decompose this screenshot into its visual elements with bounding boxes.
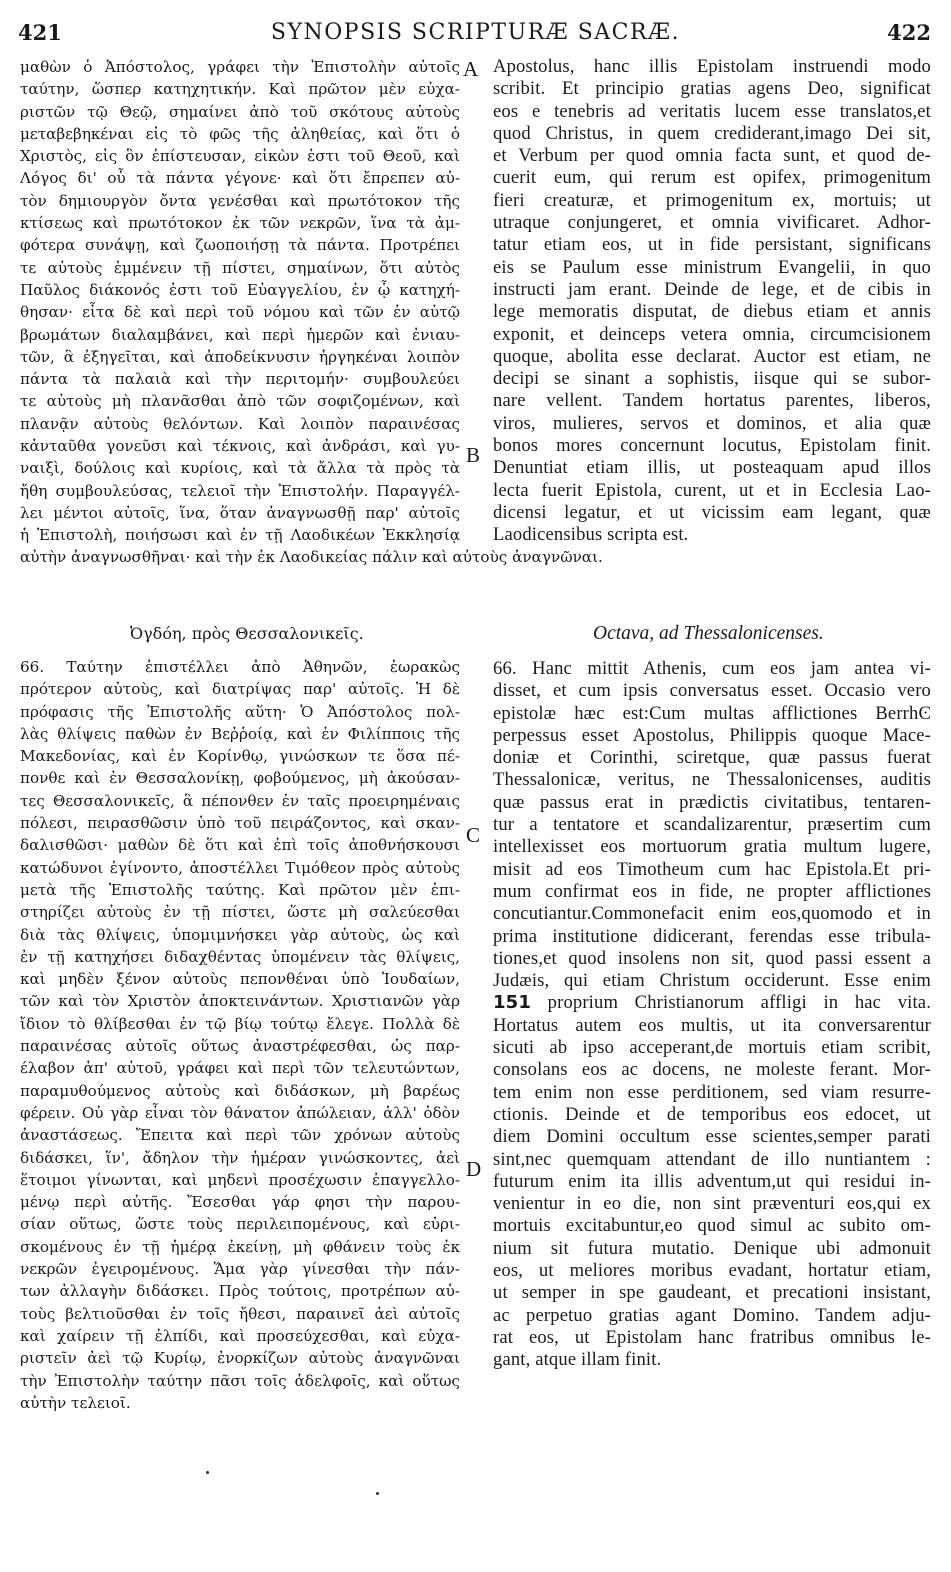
latin-text-line: Hortatus autem eos multis, ut ita conversarentur (493, 1014, 931, 1036)
greek-text-line: μαθὼν ὁ Ἀπόστολος, γράφει τὴν Ἐπιστολὴν αὐτοῖς (20, 58, 460, 76)
stray-mark (376, 1492, 379, 1495)
latin-section-heading: Octava, ad Thessalonicenses. (593, 623, 824, 644)
greek-text-line: ταύτην, ὥσπερ κατηχητικήν. Καὶ πρῶτον μὲν εὐχα- (20, 80, 460, 99)
greek-text-line: ἕτοιμοι γίνωνται, καὶ μηδενὶ προσέχωσιν ἐπαγγελλο- (20, 1170, 460, 1189)
latin-text-line: eos e tenebris ad veritatis lucem esse translatos,et (493, 100, 931, 122)
margin-mark-d: D (466, 1157, 482, 1181)
latin-text-line: quoque, abolita esse declarat. Auctor est etiam, ne (493, 345, 931, 367)
latin-text-line: rat eos, ut Epistolam hanc fratribus omnibus le- (493, 1326, 931, 1348)
latin-text-line: concutiantur.Commonefacit enim eos,quomodo et in (493, 903, 931, 925)
latin-text-line: 66. Hanc mittit Athenis, cum eos jam antea vi- (493, 658, 931, 679)
margin-mark-a: A (463, 57, 479, 81)
margin-mark-b: B (466, 443, 481, 467)
greek-text-line: κτίσεως καὶ πρωτότοκον ἐκ τῶν νεκρῶν, ἵνα τὰ ἀμ- (20, 214, 460, 233)
greek-text-line: έλαβον ἀπ' αὐτοῦ, γράφει καὶ περὶ τῶν τελευτώντων, (20, 1059, 460, 1078)
greek-text-line: μένῳ περὶ αὐτῆς. Ἔσεσθαι γάρ φησι τὴν παρου- (20, 1193, 460, 1212)
left-page-number: 421 (18, 20, 62, 45)
latin-text-line: tem enim non esse perditionem, sed viam resurre- (493, 1081, 931, 1103)
stray-mark (206, 1471, 209, 1474)
greek-text-line: ριστῶν τῷ Θεῷ, σημαίνει ἀπὸ τοῦ σκότους αὐτοὺς (20, 102, 460, 121)
latin-text-line: eos, ut meliores moribus evadant, hortatur etiam, (493, 1260, 931, 1282)
greek-text-line: τοὺς βελτιοῦσθαι ἐν τοῖς ἤθεσι, παραινεῖ ἀεὶ αὐτοῖς (20, 1304, 460, 1323)
latin-text-line: utraque conjungeret, et omnia vivificaret. Adhor- (493, 212, 931, 234)
greek-text-line: τῶν καὶ τὸν Χριστὸν ἀποκτεινάντων. Χριστιανῶν γὰρ (20, 992, 460, 1011)
latin-text-line: nare vellent. Tandem hortatus parentes, liberos, (493, 390, 931, 412)
greek-text-line: τὸν δημιουργὸν ὄντα γενέσθαι καὶ πρωτότοκον τῆς (20, 191, 460, 210)
greek-text-line: Παῦλος διάκονός ἐστι τοῦ Εὐαγγελίου, ἐν ᾧ κατηχή- (20, 280, 460, 299)
greek-text-line: δαλισθῶσι· μαθὼν δὲ ὅτι καὶ ἐπὶ τοῖς ἀποθνήσκουσι (20, 836, 460, 855)
latin-text-line: perpessus esset Apostolus, Philippis quoque Mace- (493, 724, 931, 746)
greek-text-line: τε αὐτοὺς ἐμμένειν τῇ πίστει, σημαίνων, ὅτι αὐτὸς (20, 258, 460, 277)
latin-text-line: Judæis, qui etiam Christum occiderunt. Esse enim (493, 970, 931, 992)
latin-text-line: prima institutione didicerant, ferendas esse tribula- (493, 925, 931, 947)
margin-mark-c: C (466, 823, 481, 847)
latin-text-line: lege memoratis disputat, de diebus etiam et annis (493, 301, 931, 323)
greek-text-line: ἐν τῇ κατηχήσει διδαχθέντας ὑπομένειν τὰς θλίψεις, (20, 947, 460, 966)
top-greek-column (20, 56, 460, 547)
greek-text-line: θησαν· εἶτα δὲ καὶ περὶ τοῦ νόμου καὶ τῶν ἐν αὐτῷ (20, 303, 460, 322)
latin-text-line: Thessalonicæ, veritus, ne Thessalonicenses, auditis (493, 769, 931, 791)
latin-text-line: intellexisset eos mortuorum gratia multum lugere, (493, 836, 931, 858)
latin-text-line: quod Christus, in quem crediderant,imago Dei sit, (493, 122, 931, 144)
greek-text-line: φέρειν. Οὐ γὰρ εἶναι τὸν θάνατον ἀπώλειαν, ἀλλ' ὁδὸν (20, 1103, 460, 1122)
greek-text-line: ναιξὶ, δούλοις καὶ κυρίοις, καὶ τὰ ἄλλα τὰ πρὸς τὰ (20, 459, 460, 478)
latin-text-line: gant, atque illam finit. (493, 1349, 662, 1371)
greek-text-line: πόλεσι, πειρασθῶσιν ὑπὸ τοῦ πειράζοντος, καὶ σκαν- (20, 814, 460, 833)
latin-text-line: et Verbum per quod omnia facta sunt, et quod de- (493, 145, 931, 167)
latin-text-line: exponit, et deinceps vetera omnia, circumcisionem (493, 323, 931, 345)
latin-text-line: cuerit eum, qui rerum est opifex, primogenitum (493, 167, 931, 189)
latin-text-line: tatur etiam eos, ut in fide persistant, significans (493, 234, 931, 256)
latin-text-line: misit ad eos Timotheum cum hac Epistola.Et pri- (493, 858, 931, 880)
greek-text-line: λει μέντοι αὐτοῖς, ἵνα, ὅταν ἀναγνωσθῇ παρ' αὐτοῖς (20, 503, 460, 522)
greek-text-line: φότερα συνάψῃ, καὶ ζωοποιήσῃ τὰ πάντα. Προτρέπει (20, 236, 460, 255)
latin-text-line: nium sit futura mutatio. Denique ubi admonuit (493, 1237, 931, 1259)
greek-text-line: μεταβεβηκέναι εἰς τὸ φῶς τῆς ἀληθείας, καὶ ὅτι ὁ (20, 124, 460, 143)
greek-text-line: στηρίζει αὐτοὺς ἐν τῇ πίστει, ὥστε μὴ σαλεύεσθαι (20, 903, 460, 922)
greek-text-line: Μακεδονίας, καὶ ἐν Κορίνθῳ, γινώσκων τε ὅσα πέ- (20, 747, 460, 766)
greek-text-line: πονθε καὶ ἐν Θεσσαλονίκῃ, φοβούμενος, μὴ ἀκούσαν- (20, 769, 460, 788)
greek-text-line: ἤθη συμβουλεύσας, τελειοῖ τὴν Ἐπιστολήν. Παραγγέλ- (20, 481, 460, 500)
bottom-latin-column (493, 658, 931, 1372)
greek-text-line: τῶν, ἃ ἐξηγεῖται, καὶ ἀποδείκνυσιν ἠργηκέναι λοιπὸν (20, 347, 460, 366)
latin-text-line: dicensi legatur, et ut vicissim eam legant, quæ (493, 501, 931, 523)
latin-text-line: lecta fuerit Epistola, curent, ut et in Ecclesia Lao- (493, 479, 931, 501)
latin-text-line: eis se Paulum esse ministrum Evangelii, in quo (493, 256, 931, 278)
greek-text-line: Λόγος δι' οὗ τὰ πάντα γέγονε· καὶ ὅτι ἔπρεπεν αὐ- (20, 169, 460, 188)
latin-text-line: decipi se sinant a sophistis, iisque qui se subor- (493, 368, 931, 390)
greek-text-line: ἀναστάσεως. Ἔπειτα καὶ περὶ τῶν χρόνων αὐτοὺς (20, 1126, 460, 1145)
greek-text-line: πρότερον αὐτοὺς, καὶ διατρίψας παρ' αὐτοῖς. Ἡ δὲ (20, 680, 460, 699)
right-page-number: 422 (887, 20, 931, 45)
latin-text-line: ac perpetuo gratias agant Domino. Tandem adju- (493, 1304, 931, 1326)
greek-text-line: νεκρῶν ἐγειρομένους. Ἅμα γὰρ γίνεσθαι τὴν πάν- (20, 1260, 460, 1279)
greek-text-line: τες Θεσσαλονικεῖς, ἃ πέπονθεν ἐν ταῖς προειρημέναις (20, 791, 460, 810)
greek-text-line: σκομένους ἐν τῇ ἡμέρᾳ ἐκείνῃ, μὴ φθάνειν τοὺς ἐκ (20, 1237, 460, 1256)
greek-text-line: Χριστὸς, εἰς ὃν ἐπίστευσαν, εἰκὼν ἐστι τοῦ Θεοῦ, καὶ (20, 147, 460, 166)
latin-text-line: disset, et cum ipsis conversatus esset. Occasio vero (493, 680, 931, 702)
latin-text-line: mum confirmat eos in fide, ne propter afflictiones (493, 880, 931, 902)
greek-text-line: των ἀλλαγὴν διδάσκει. Πρὸς τούτοις, προτρέπων αὐ- (20, 1282, 460, 1301)
latin-text-line: Apostolus, hanc illis Epistolam instruendi modo (493, 56, 931, 77)
latin-text-line: futurum enim ita illis adventum,ut qui residui in- (493, 1170, 931, 1192)
greek-text-line: παραινέσας αὐτοῖς οὕτως ἀναστρέφεσθαι, ὡς παρ- (20, 1037, 460, 1056)
latin-text-line: venientur in eo die, non sint præventuri eos,qui ex (493, 1193, 931, 1215)
latin-text-line: viros, mulieres, servos et dominos, et alia quæ (493, 412, 931, 434)
latin-text-line: sint,nec quemquam attendant de illo nuntiantem : (493, 1148, 931, 1170)
latin-text-line: bonos mores concernunt locutus, Epistolam finit. (493, 435, 931, 457)
latin-text-line: Laodicensibus scripta est. (493, 524, 689, 546)
greek-text-line: 66. Ταύτην ἐπιστέλλει ἀπὸ Ἀθηνῶν, ἑωρακὼς (20, 658, 460, 676)
greek-text-line: διὰ τὰς θλίψεις, ὑπομιμνήσκει γὰρ αὐτοὺς, ὡς καὶ (20, 925, 460, 944)
latin-text-line: scribit. Et principio gratias agens Deo, significat (493, 78, 931, 100)
latin-text-line: sicuti ab ipso acceperant,de mortuis etiam scribit, (493, 1037, 931, 1059)
greek-text-line: κἀνταῦθα γονεῦσι καὶ τέκνοις, καὶ ἀνδράσι, καὶ γυ- (20, 437, 460, 456)
greek-text-line: βρωμάτων διαλαμβάνει, καὶ περὶ ἡμερῶν καὶ ἐνιαυ- (20, 325, 460, 344)
greek-text-line: διδάσκει, ἵν', ἄδηλον τὴν ἡμέραν γινώσκοντες, ἀεὶ (20, 1148, 460, 1167)
latin-text-line: tur a tentatore et scandalizarentur, præsertim cum (493, 814, 931, 836)
greek-text-line: τε αὐτοὺς μὴ πλανᾶσθαι ἀπὸ τῶν σοφιζομένων, καὶ (20, 392, 460, 411)
greek-text-line: πρόφασις τῆς Ἐπιστολῆς αὕτη· Ὁ Ἀπόστολος πολ- (20, 702, 460, 721)
column-number: 151 (493, 992, 532, 1014)
latin-text-line: ctionis. Deinde et de temporibus eos edocet, ut (493, 1103, 931, 1125)
latin-text-line: ut semper in spe gaudeant, et precationi insistant, (493, 1282, 931, 1304)
latin-text-line: epistolæ hæc est:Cum multas afflictiones BerrhϾ (493, 702, 931, 724)
greek-text-line: κατώδυνοι ἐγίνοντο, ἀποστέλλει Τιμόθεον πρὸς αὐτοὺς (20, 858, 460, 877)
greek-text-line: λὰς θλίψεις παθὼν ἐν Βεῤῥοίᾳ, καὶ ἐν Φιλίπποις τῆς (20, 724, 460, 743)
greek-full-width-line: αὐτὴν ἀναγνωσθῆναι· καὶ τὴν ἐκ Λαοδικείας πάλιν καὶ αὐτοὺς ἀναγνῶναι. (20, 548, 603, 566)
latin-text-line: consolans eos ac docens, ne moleste ferant. Mor- (493, 1059, 931, 1081)
bottom-greek-column (20, 656, 460, 1414)
top-latin-column (493, 56, 931, 547)
greek-text-line: καὶ χαίρειν τῇ ἐλπίδι, καὶ προσεύχεσθαι, καὶ εὐχα- (20, 1326, 460, 1345)
greek-text-line: καὶ μηδὲν ξένον αὐτοὺς πεπονθέναι ὑπὸ Ἰουδαίων, (20, 970, 460, 989)
greek-text-line: πλανᾷν αὐτοὺς θελόντων. Καὶ λοιπὸν παραινέσας (20, 414, 460, 433)
latin-text-line: tiones,et quod insolens non sit, quod passi essent a (493, 947, 931, 969)
latin-text-line: instructi jam erant. Deinde de lege, et de cibis in (493, 278, 931, 300)
greek-text-line: παραμυθούμενος αὐτοὺς καὶ διδάσκων, μὴ βαρέως (20, 1081, 460, 1100)
greek-text-line: ἡ Ἐπιστολὴ, ποιήσωσι καὶ ἐν τῇ Λαοδικέων Ἐκκλησίᾳ (20, 526, 460, 545)
latin-text-line: diem Domini occultum esse scientes,semper parati (493, 1126, 931, 1148)
running-title: SYNOPSIS SCRIPTURÆ SACRÆ. (270, 20, 681, 45)
greek-text-line: τὴν Ἐπιστολὴν ταύτην πᾶσι τοῖς ἀδελφοῖς, καὶ οὕτως (20, 1371, 460, 1390)
greek-text-line: μετὰ τῆς Ἐπιστολῆς ταύτης. Καὶ πρῶτον μὲν ἐπι- (20, 880, 460, 899)
greek-text-line: αὐτὴν τελειοῖ. (20, 1393, 131, 1412)
latin-text-line: mortuis excitabuntur,eo quod simul ac subito om- (493, 1215, 931, 1237)
greek-text-line: σίαν οὕτως, ὥστε τοὺς περιλειπομένους, καὶ εὑρι- (20, 1215, 460, 1234)
latin-line-text: proprium Christianorum affligi in hac vita. (531, 992, 931, 1014)
greek-text-line: πάντα τὰ παλαιὰ καὶ τὴν περιτομήν· συμβουλεύει (20, 370, 460, 389)
latin-text-line: doniæ et Corinthi, sciretque, quæ passus fuerat (493, 747, 931, 769)
latin-text-line: Denuntiat etiam illis, ut posteaquam apud illos (493, 457, 931, 479)
latin-text-line: quæ passus erat in prædictis civitatibus, tentaren- (493, 791, 931, 813)
greek-section-heading: Ὀγδόη, πρὸς Θεσσαλονικεῖς. (130, 624, 364, 643)
greek-text-line: ἴδιον τὸ θλίβεσθαι ἐν τῷ βίῳ τούτῳ ἔλεγε. Πολλὰ δὲ (20, 1014, 460, 1033)
latin-text-line: fieri creaturæ, et primogenitum ex, mortuis; ut (493, 189, 931, 211)
latin-line-with-column-number (493, 992, 931, 1014)
greek-text-line: ριστεῖν ἀεὶ τῷ Κυρίῳ, ἐνορκίζων αὐτοὺς ἀναγνῶναι (20, 1349, 460, 1368)
